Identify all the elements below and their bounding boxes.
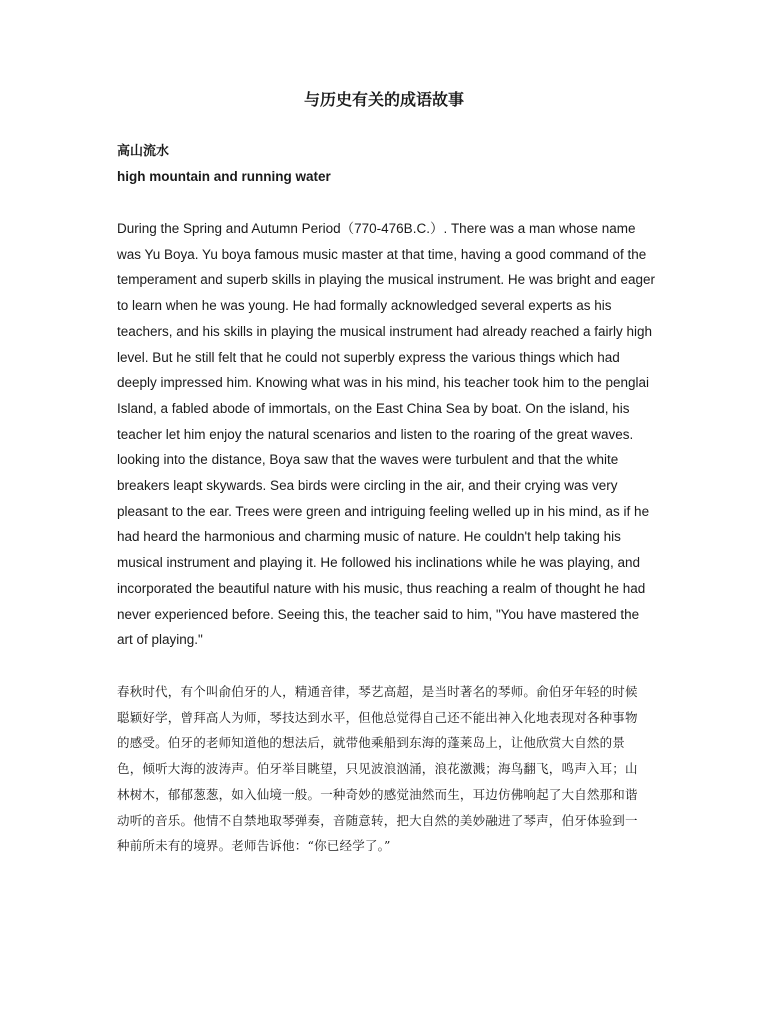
document-title: 与历史有关的成语故事 xyxy=(303,90,464,109)
section-title-chinese: 高山流水 xyxy=(117,144,170,159)
story-paragraph-english: During the Spring and Autumn Period（770-476B.C.）. There was a man whose name was Yu Boya. Yu boya famous music master at that time, having a good command of the temperament and superb skills in playing the musical instrument. He was bright and eager to learn when he was young. He had formally acknowledged several experts as his teachers, and his skills in playing the musical instrument had already reached a fairly high level. But he still felt that he could not superbly express the various things which had deeply impressed him. Knowing what was in his mind, his teacher took him to the penglai Island, a fabled abode of immortals, on the East China Sea by boat. On the island, his teacher let him enjoy the natural scenarios and listen to the roaring of the great waves. looking into the distance, Boya saw that the waves were turbulent and that the white breakers leapt skywards. Sea birds were circling in the air, and their crying was very pleasant to the ear. Trees were green and intriguing feeling welled up in his mind, as if he had heard the harmonious and charming music of nature. He couldn't help taking his musical instrument and playing it. He followed his inclinations while he was playing, and incorporated the beautiful nature with his music, thus reaching a realm of thought he had never experienced before. Seeing this, the teacher said to him, "You have mastered the art of playing." xyxy=(117,221,656,648)
section-title-english: high mountain and running water xyxy=(117,169,331,184)
story-paragraph-chinese: 春秋时代，有个叫俞伯牙的人，精通音律，琴艺高超，是当时著名的琴师。俞伯牙年轻的时候聪颖好学，曾拜高人为师，琴技达到水平，但他总觉得自己还不能出神入化地表现对各种事物的感受。伯牙的老师知道他的想法后，就带他乘船到东海的蓬莱岛上，让他欣赏大自然的景色，倾听大海的波涛声。伯牙举目眺望，只见波浪汹涌，浪花激溅；海鸟翻飞，鸣声入耳；山林树木，郁郁葱葱，如入仙境一般。一种奇妙的感觉油然而生，耳边仿佛响起了大自然那和谐动听的音乐。他情不自禁地取琴弹奏，音随意转，把大自然的美妙融进了琴声，伯牙体验到一种前所未有的境界。老师告诉他：“你已经学了。” xyxy=(117,684,638,854)
